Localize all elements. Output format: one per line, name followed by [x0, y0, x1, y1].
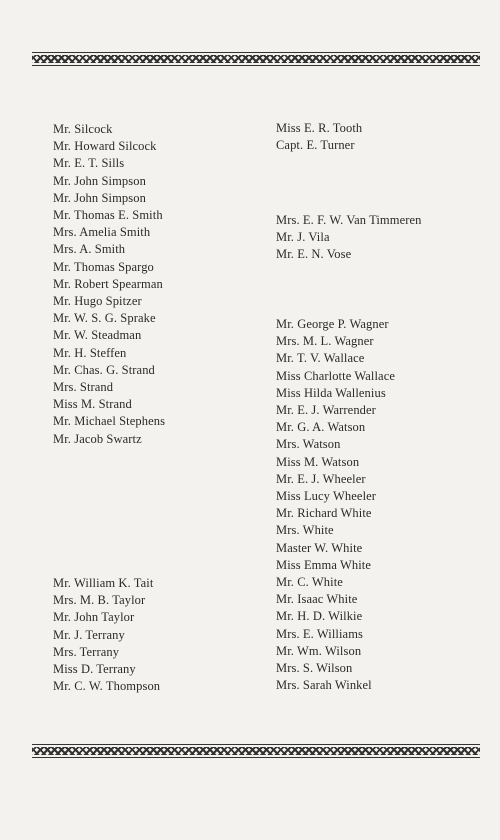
passenger-name: Mr. George P. Wagner — [276, 317, 389, 331]
passenger-name: Mr. Silcock — [53, 122, 113, 136]
passenger-name: Miss Emma White — [276, 557, 372, 572]
passenger-name: Mr. H. Steffen — [53, 345, 127, 360]
passenger-name: Miss Hilda Wallenius — [276, 385, 386, 400]
passenger-name: Miss Charlotte Wallace — [276, 368, 395, 383]
passenger-name: Mr. Jacob Swartz — [53, 431, 142, 446]
passenger-name: Mr. E. J. Warrender — [276, 403, 376, 417]
passenger-name: Mrs. E. Williams — [276, 626, 363, 641]
passenger-name: Mr. T. V. Wallace — [276, 351, 365, 366]
passenger-name: Mr. John Simpson — [53, 173, 146, 188]
passenger-name: Mr. William K. Tait — [53, 576, 154, 590]
passenger-name: Mr. W. Steadman — [53, 328, 142, 343]
passenger-name: Miss M. Watson — [276, 454, 360, 469]
passenger-name: Capt. E. Turner — [276, 138, 355, 153]
passenger-name: Mr. Howard Silcock — [53, 139, 157, 154]
passenger-name: Mr. J. Vila — [276, 230, 330, 245]
passenger-name: Mrs. Amelia Smith — [53, 225, 151, 240]
passenger-name: Mrs. Watson — [276, 437, 341, 452]
passenger-name: Mrs. M. L. Wagner — [276, 334, 374, 349]
passenger-name: Mr. E. J. Wheeler — [276, 471, 366, 486]
passenger-name: Mr. W. S. G. Sprake — [53, 311, 156, 326]
passenger-name: Miss E. R. Tooth — [276, 121, 363, 135]
passenger-name: Mr. Thomas E. Smith — [53, 208, 163, 222]
passenger-name: Mrs. White — [276, 523, 334, 538]
passenger-name: Mr. G. A. Watson — [276, 420, 366, 435]
passenger-name: Mr. C. White — [276, 575, 343, 589]
passenger-name: Mrs. A. Smith — [53, 242, 126, 257]
passenger-name: Mr. Richard White — [276, 506, 372, 521]
passenger-name: Master W. White — [276, 540, 363, 555]
passenger-name: Mr. Wm. Wilson — [276, 643, 362, 658]
passenger-name: Mrs. Terrany — [53, 644, 120, 659]
passenger-name: Mr. Thomas Spargo — [53, 259, 154, 274]
passenger-name: Miss M. Strand — [53, 397, 132, 412]
passenger-name: Mrs. M. B. Taylor — [53, 593, 146, 608]
passenger-name: Mr. H. D. Wilkie — [276, 609, 363, 624]
passenger-name: Miss D. Terrany — [53, 662, 136, 676]
passenger-name: Mr. John Simpson — [53, 190, 146, 205]
top-decorative-border — [32, 52, 480, 66]
passenger-name: Miss Lucy Wheeler — [276, 489, 377, 503]
passenger-name: Mr. Robert Spearman — [53, 276, 163, 291]
passenger-name: Mr. Michael Stephens — [53, 414, 166, 429]
passenger-name: Mr. Hugo Spitzer — [53, 294, 142, 308]
passenger-name: Mr. J. Terrany — [53, 627, 125, 642]
passenger-name: Mr. E. N. Vose — [276, 247, 352, 262]
passenger-name: Mr. E. T. Sills — [53, 156, 125, 171]
passenger-name: Mrs. Strand — [53, 380, 114, 394]
passenger-name: Mrs. Sarah Winkel — [276, 678, 372, 693]
passenger-name: Mr. Chas. G. Strand — [53, 362, 155, 377]
passenger-name: Mr. Isaac White — [276, 592, 358, 607]
passenger-name: Mrs. S. Wilson — [276, 661, 353, 675]
passenger-name: Mr. John Taylor — [53, 610, 135, 625]
bottom-decorative-border — [32, 744, 480, 758]
passenger-name: Mrs. E. F. W. Van Timmeren — [276, 213, 422, 227]
passenger-name: Mr. C. W. Thompson — [53, 679, 161, 694]
